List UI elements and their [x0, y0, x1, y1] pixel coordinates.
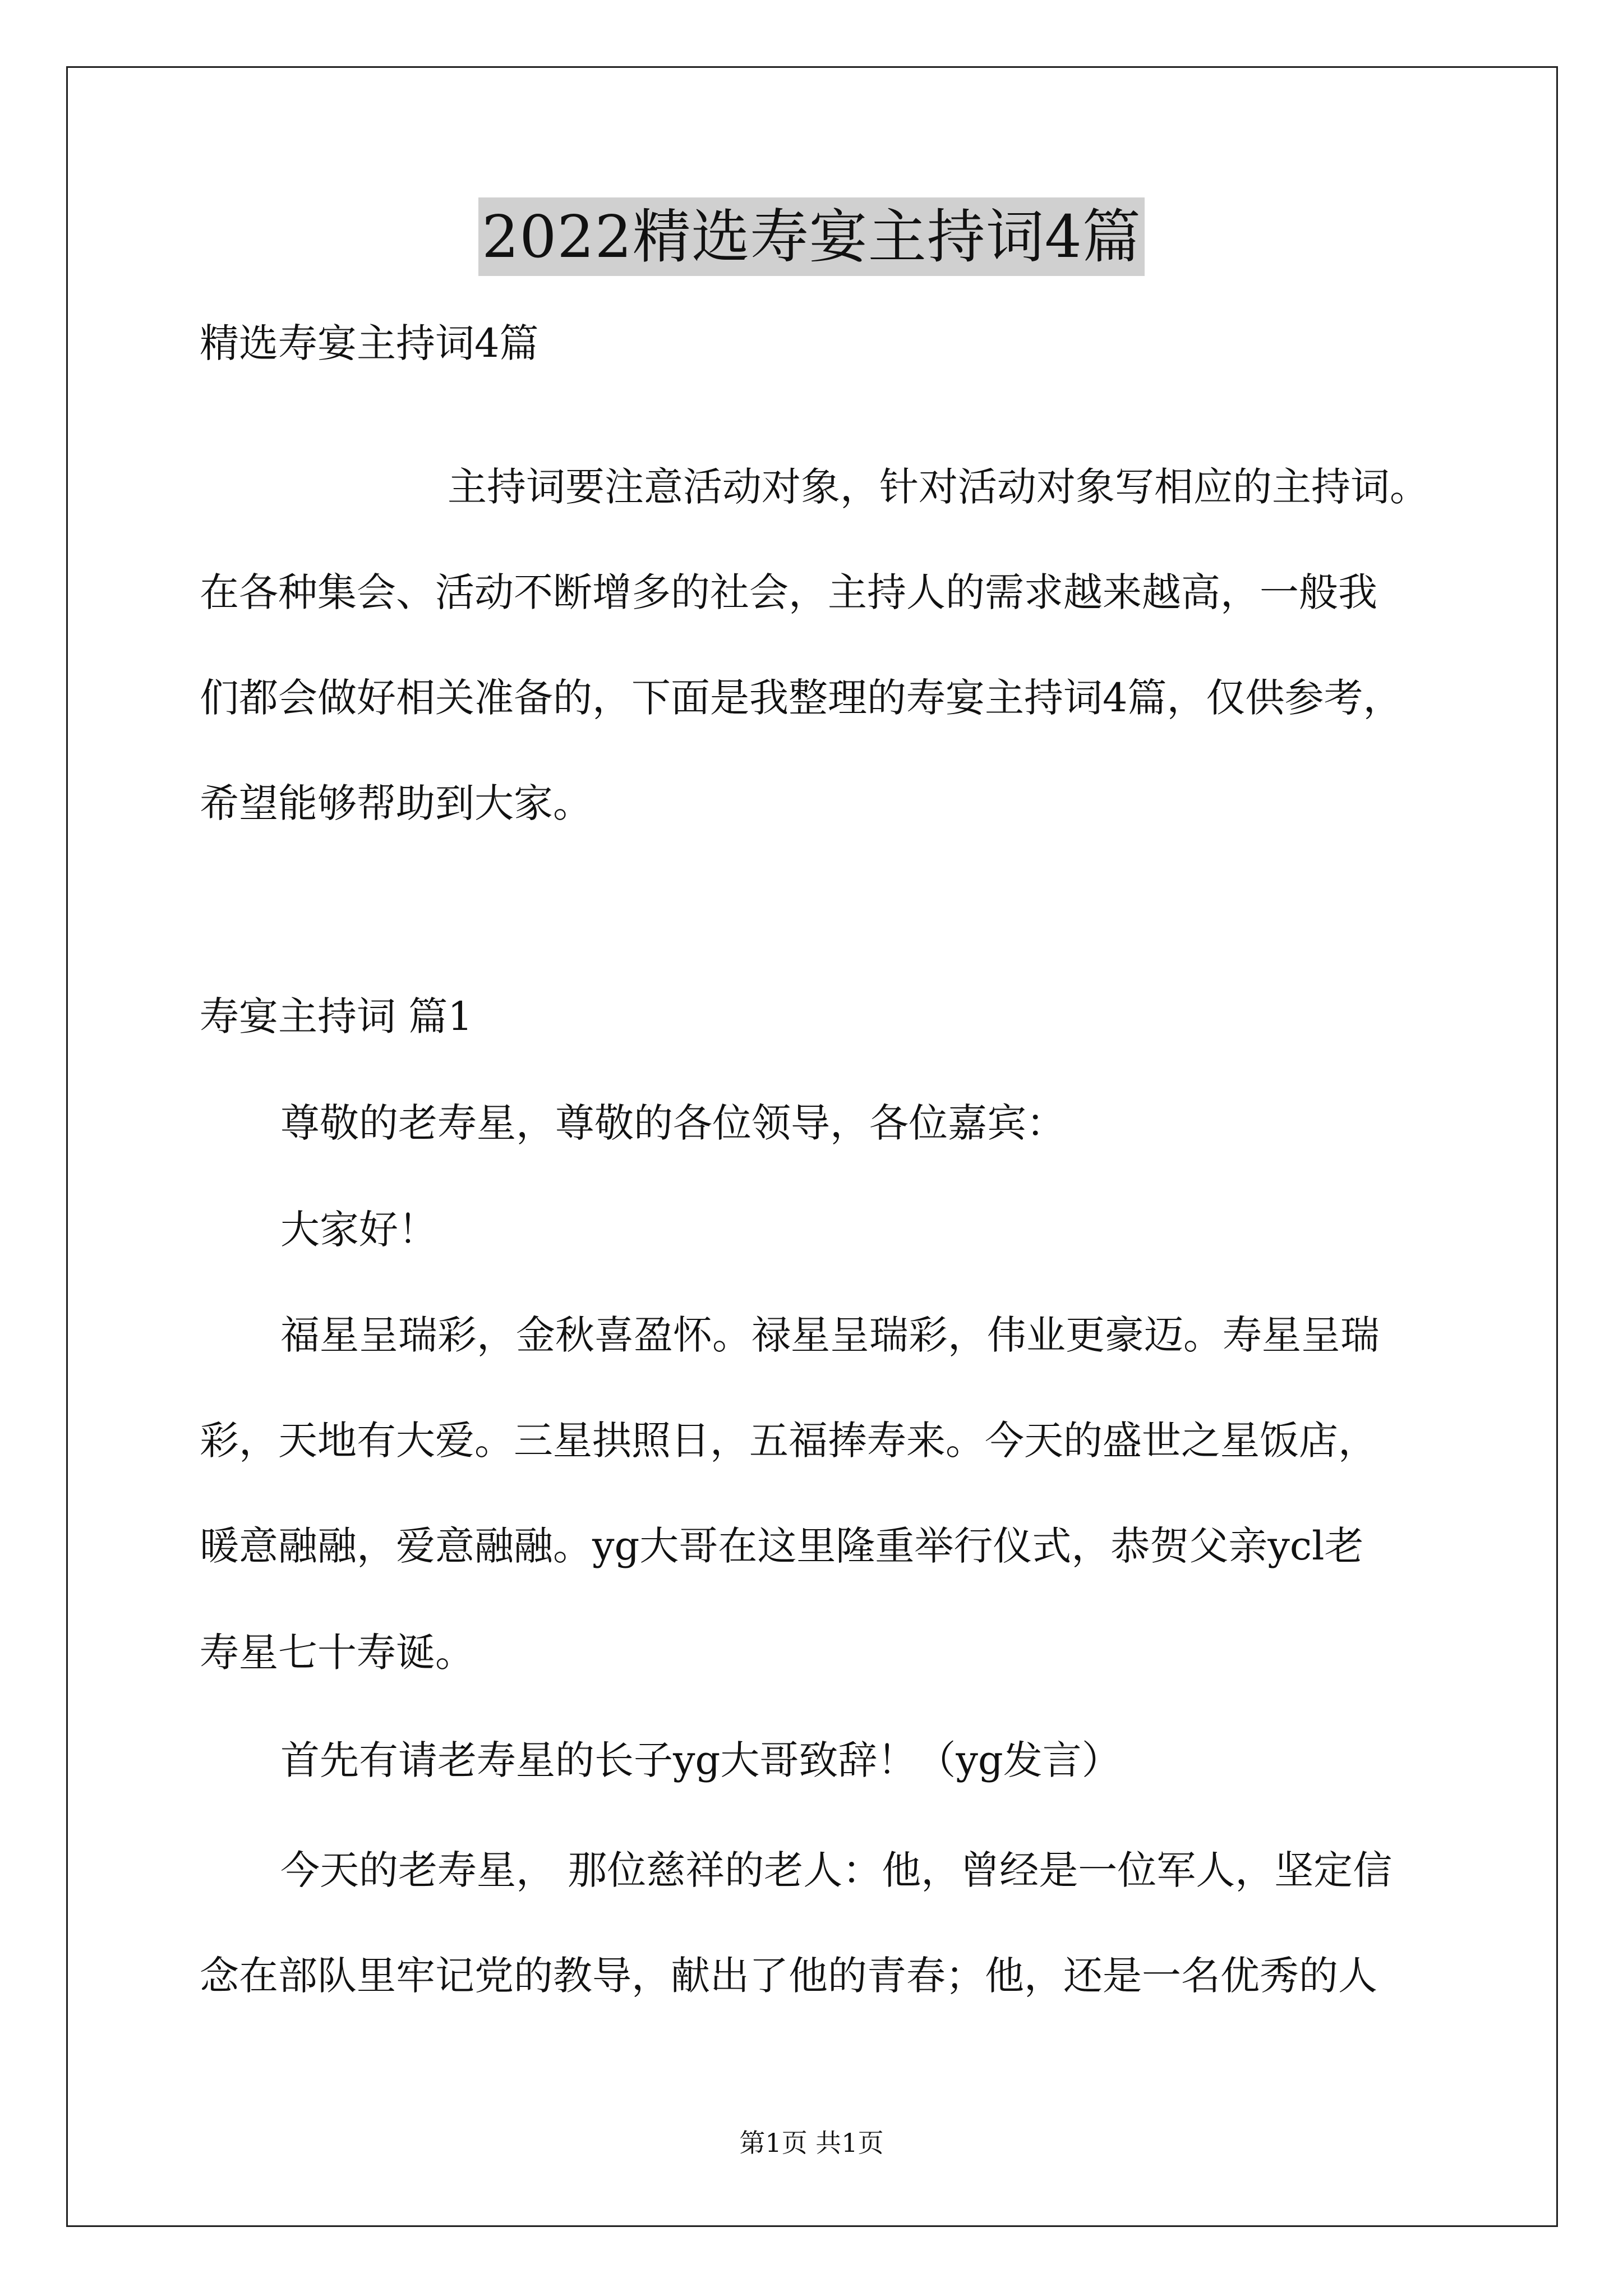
intro-line-1: 主持词要注意活动对象，针对活动对象写相应的主持词。: [448, 464, 1429, 510]
body-line-3: 福星呈瑞彩，金秋喜盈怀。禄星呈瑞彩，伟业更豪迈。寿星呈瑞: [280, 1312, 1380, 1358]
body-line-7: 首先有请老寿星的长子yg大哥致辞！（yg发言）: [280, 1737, 1121, 1783]
body-line-2: 大家好！: [280, 1207, 437, 1253]
body-line-6: 寿星七十寿诞。: [200, 1630, 474, 1676]
intro-line-2: 在各种集会、活动不断增多的社会，主持人的需求越来越高，一般我: [200, 569, 1377, 615]
document-title: 2022精选寿宴主持词4篇: [478, 197, 1145, 276]
body-line-9: 念在部队里牢记党的教导，献出了他的青春；他，还是一名优秀的人: [200, 1953, 1377, 1999]
document-subtitle: 精选寿宴主持词4篇: [200, 320, 539, 366]
page-footer: 第1页 共1页: [739, 2128, 884, 2158]
intro-line-3: 们都会做好相关准备的，下面是我整理的寿宴主持词4篇，仅供参考，: [200, 675, 1403, 721]
body-line-4: 彩，天地有大爱。三星拱照日，五福捧寿来。今天的盛世之星饭店，: [200, 1418, 1377, 1464]
body-line-1: 尊敬的老寿星，尊敬的各位领导，各位嘉宾：: [280, 1100, 1066, 1146]
body-line-5: 暖意融融，爱意融融。yg大哥在这里隆重举行仪式，恭贺父亲ycl老: [200, 1523, 1364, 1569]
intro-line-4: 希望能够帮助到大家。: [200, 780, 592, 826]
title-container: [0, 197, 1623, 276]
body-line-8: 今天的老寿星， 那位慈祥的老人：他，曾经是一位军人，坚定信: [280, 1847, 1393, 1893]
section-heading: 寿宴主持词 篇1: [200, 993, 473, 1039]
